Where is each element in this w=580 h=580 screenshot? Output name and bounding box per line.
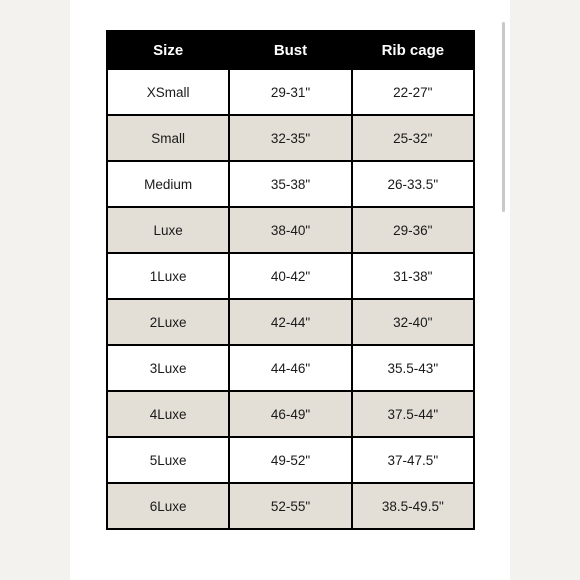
table-row: [107, 69, 474, 115]
cell-bust: 29-31": [229, 69, 351, 115]
table-row: [107, 253, 474, 299]
cell-rib-cage: 37-47.5": [352, 437, 474, 483]
cell-size: XSmall: [107, 69, 229, 115]
table-row: [107, 299, 474, 345]
cell-size: Luxe: [107, 207, 229, 253]
table-row: [107, 207, 474, 253]
cell-rib-cage: 25-32": [352, 115, 474, 161]
cell-size: Medium: [107, 161, 229, 207]
header-rib-cage: Rib cage: [352, 31, 474, 69]
cell-rib-cage: 26-33.5": [352, 161, 474, 207]
cell-bust: 52-55": [229, 483, 351, 529]
cell-size: 4Luxe: [107, 391, 229, 437]
cell-size: Small: [107, 115, 229, 161]
table-row: [107, 115, 474, 161]
cell-bust: 46-49": [229, 391, 351, 437]
cell-rib-cage: 38.5-49.5": [352, 483, 474, 529]
cell-rib-cage: 32-40": [352, 299, 474, 345]
table-row: [107, 391, 474, 437]
table-row: [107, 437, 474, 483]
cell-bust: 35-38": [229, 161, 351, 207]
cell-size: 5Luxe: [107, 437, 229, 483]
table-row: [107, 483, 474, 529]
table-row: [107, 161, 474, 207]
table-row: [107, 345, 474, 391]
cell-size: 3Luxe: [107, 345, 229, 391]
cell-rib-cage: 22-27": [352, 69, 474, 115]
cell-bust: 40-42": [229, 253, 351, 299]
cell-bust: 32-35": [229, 115, 351, 161]
cell-size: 2Luxe: [107, 299, 229, 345]
table-header-row: [107, 31, 474, 69]
cell-bust: 49-52": [229, 437, 351, 483]
cell-bust: 38-40": [229, 207, 351, 253]
cell-size: 1Luxe: [107, 253, 229, 299]
cell-rib-cage: 37.5-44": [352, 391, 474, 437]
cell-rib-cage: 29-36": [352, 207, 474, 253]
cell-rib-cage: 35.5-43": [352, 345, 474, 391]
scrollbar[interactable]: [502, 22, 505, 212]
cell-bust: 42-44": [229, 299, 351, 345]
cell-rib-cage: 31-38": [352, 253, 474, 299]
header-size: Size: [107, 31, 229, 69]
cell-size: 6Luxe: [107, 483, 229, 529]
size-chart-table: [106, 30, 475, 530]
cell-bust: 44-46": [229, 345, 351, 391]
header-bust: Bust: [229, 31, 351, 69]
